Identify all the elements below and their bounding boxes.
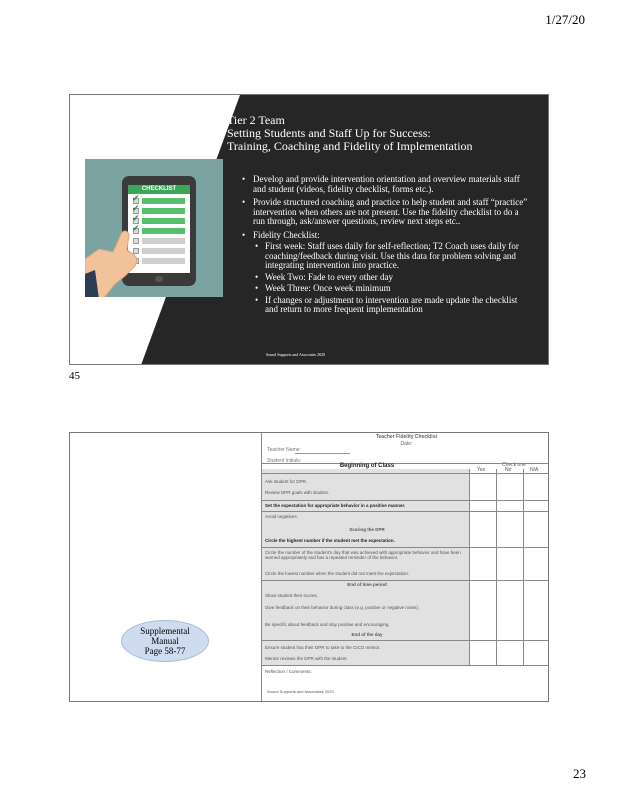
fidelity-checklist-form [261,433,549,702]
form-row-text: Avoid negatives. [265,514,298,519]
form-line [262,580,549,581]
tablet-home-button [155,276,163,282]
slide-footer: Sound Supports and Associates 2020 [266,352,326,357]
form-line [262,500,549,501]
form-line [262,640,549,641]
bullet-item: • Develop and provide intervention orientation and overview materials staff and student (videos, fidelity checklist, forms etc.). [241,175,531,194]
bullet-item: • Provide structured coaching and practice to help student and staff “practice” intervention when others are not present. Use the fidelity checklist to do a run through, ask/answer questions, review next steps etc.. [241,198,531,227]
column-divider [496,469,497,665]
slide-title [227,114,473,153]
check-one-label: Check one [502,462,526,468]
slide-title-line: Setting Students and Staff Up for Success: [227,126,431,140]
form-row-text: Mentor reviews the DPR with the student. [265,656,348,661]
slide-title-line: Tier 2 Team [227,113,285,127]
form-line [262,473,549,474]
checklist-row: ✔ [133,198,185,204]
form-subsection: Scoring the DPR [349,527,385,532]
column-divider [523,469,524,665]
form-line [262,511,549,512]
checklist-row: ✔ [133,218,185,224]
slide-46 [69,432,549,702]
sub-bullet-item: • Week Two: Fade to every other day [253,273,531,283]
form-title: Teacher Fidelity Checklist [375,434,438,440]
teacher-name-label: Teacher Name: [267,447,301,453]
teacher-name-field [295,453,350,454]
form-footer: Sound Supports and Associates 2020 [267,689,334,694]
form-line [262,547,549,548]
callout-line: Supplemental [140,626,190,636]
page-number: 23 [573,766,586,781]
form-subsection: End of time period [347,582,387,587]
column-na: N/A [530,467,539,473]
form-row-text: Circle the highest number if the student met the expectation. [265,538,395,543]
form-row-text: Give feedback on their behavior during class (e.g. positive or negative notes). [265,605,420,610]
checklist-row: ✔ [133,228,185,234]
bullet-item [241,231,531,315]
form-line [262,665,549,666]
form-date-label: Date: [400,441,413,447]
print-date: 1/27/20 [545,12,585,27]
form-row-text: Set the expectation for appropriate behavior in a positive manner. [265,503,406,508]
form-row-text: Circle the lowest number when the student did not meet the expectation. [265,571,410,576]
callout-line: Page 58-77 [144,646,186,656]
section-header: Beginning of Class [339,463,395,469]
supplemental-manual-callout [121,620,209,662]
checklist-row: ✔ [133,208,185,214]
form-row-text: Be specific about feedback and stay positive and encouraging. [265,622,390,627]
callout-line: Manual [151,636,179,646]
form-row-text: Review DPR goals with student. [265,490,330,495]
reflection-label: Reflection / Comments: [265,669,312,674]
form-row-text: Circle the number of the student's day that was achieved with appropriate behavior and have been warned appropriately and has a repeated reminder of the behavior. [265,550,461,560]
column-divider [469,469,470,665]
form-subsection: End of the day [351,632,383,637]
tablet-checklist-hand-icon [85,159,223,297]
slide-bullet-list [241,175,531,319]
checklist-header: CHECKLIST [128,185,190,194]
slide-45 [69,94,549,365]
slide-title-line: Training, Coaching and Fidelity of Implementation [227,139,473,153]
sub-bullet-item: • Week Three: Once week minimum [253,284,531,294]
hand-icon [85,214,145,297]
form-row-text: Ask student for DPR. [265,479,308,484]
bullet-text: Fidelity Checklist: [253,229,320,240]
sub-bullet-list [253,242,531,315]
column-no: No [505,467,512,473]
sub-bullet-item: • If changes or adjustment to intervention are made update the checklist and return to more frequent implementation [253,296,531,315]
form-row-text: Ensure student has their DPR to take to the CICO mentor. [265,645,381,650]
student-initials-label: Student Initials: [267,458,302,464]
column-yes: Yes [477,467,486,473]
sub-bullet-item: • First week: Staff uses daily for self-reflection; T2 Coach uses daily for coaching/feedback during visit. Use this data for problem solving and integrating intervention into practice. [253,242,531,271]
form-row-text: Show student their scores. [265,593,319,598]
slide-number: 45 [69,370,80,382]
